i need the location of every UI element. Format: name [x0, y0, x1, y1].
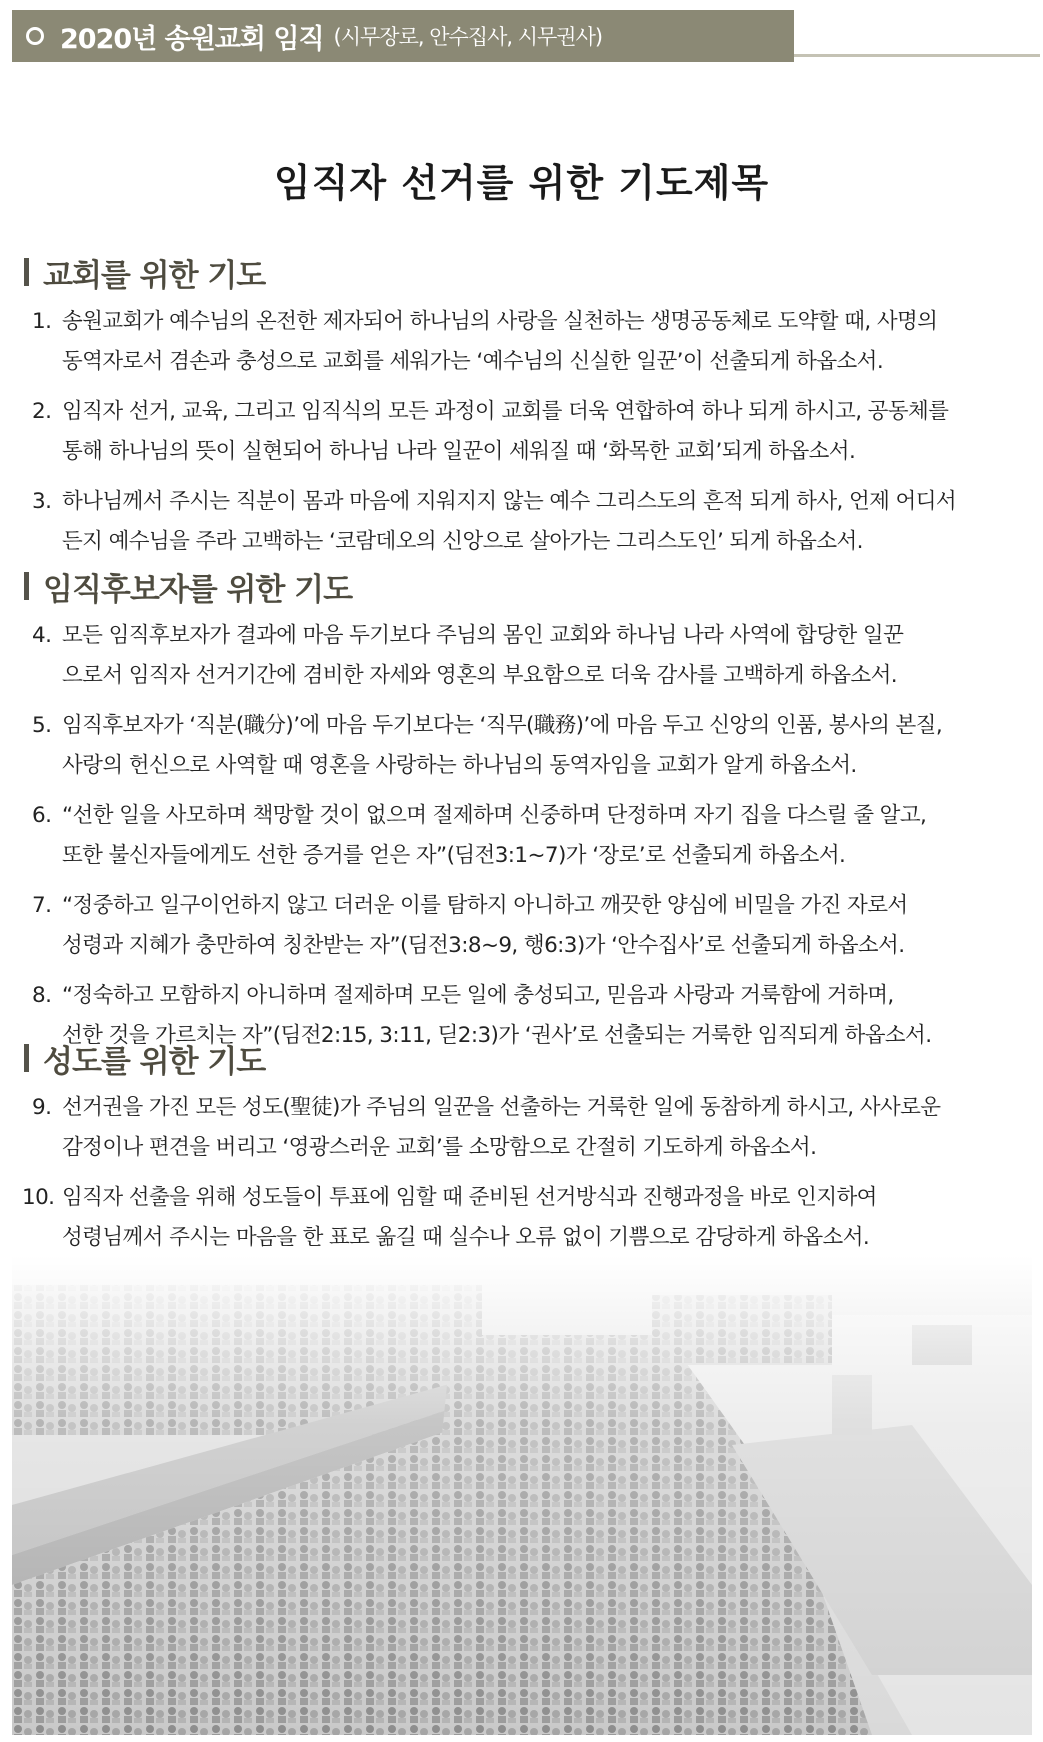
prayer-item [24, 706, 1034, 786]
prayer-line: 또한 불신자들에게도 선한 증거를 얻은 자”(딤전3:1~7)가 ‘장로’로 선출되게 하옵소서. [62, 843, 846, 868]
section-bar [24, 258, 29, 286]
prayer-line: “선한 일을 사모하며 책망할 것이 없으며 절제하며 신중하며 단정하며 자기 집을 다스릴 줄 알고, [62, 803, 927, 828]
prayer-line: 하나님께서 주시는 직분이 몸과 마음에 지워지지 않는 예수 그리스도의 흔적 되게 하사, 언제 어디서 [62, 489, 957, 514]
congregation-photo [12, 1255, 1032, 1735]
prayer-line: 성령님께서 주시는 마음을 한 표로 옮길 때 실수나 오류 없이 기쁨으로 감당하게 하옵소서. [62, 1225, 870, 1250]
section-church [24, 252, 1034, 562]
section-congregation [24, 1038, 1034, 1258]
section-title: 성도를 위한 기도 [43, 1043, 266, 1080]
page-title: 임직자 선거를 위한 기도제목 [273, 161, 770, 205]
prayer-number: 4. [32, 623, 52, 648]
prayer-item [24, 302, 1034, 382]
prayer-item [24, 616, 1034, 696]
prayer-line: 선한 것을 가르치는 자”(딤전2:15, 3:11, 딛2:3)가 ‘권사’로 선출되는 거룩한 임직되게 하옵소서. [62, 1023, 932, 1048]
prayer-number: 1. [32, 309, 52, 334]
section-bar [24, 572, 29, 600]
prayer-number: 9. [32, 1095, 52, 1120]
section-title: 임직후보자를 위한 기도 [43, 571, 353, 608]
prayer-line: 든지 예수님을 주라 고백하는 ‘코람데오의 신앙으로 살아가는 그리스도인’ 되게 하옵소서. [62, 529, 863, 554]
section-candidates [24, 566, 1034, 1056]
section-header [24, 252, 1034, 292]
prayer-number: 5. [32, 713, 52, 738]
prayer-item [24, 482, 1034, 562]
prayer-line: 감정이나 편견을 버리고 ‘영광스러운 교회’를 소망함으로 간절히 기도하게 하옵소서. [62, 1135, 817, 1160]
prayer-line: 송원교회가 예수님의 온전한 제자되어 하나님의 사랑을 실천하는 생명공동체로 도약할 때, 사명의 [62, 309, 938, 334]
prayer-line: 모든 임직후보자가 결과에 마음 두기보다 주님의 몸인 교회와 하나님 나라 사역에 합당한 일꾼 [62, 623, 904, 648]
prayer-line: 성령과 지혜가 충만하여 칭찬받는 자”(딤전3:8~9, 행6:3)가 ‘안수집사’로 선출되게 하옵소서. [62, 933, 905, 958]
header-subtitle: (시무장로, 안수집사, 시무권사) [333, 25, 603, 49]
header-title: 2020년 송원교회 임직 [60, 23, 324, 55]
section-bar [24, 1044, 29, 1072]
prayer-line: 으로서 임직자 선거기간에 겸비한 자세와 영혼의 부요함으로 더욱 감사를 고백하게 하옵소서. [62, 663, 898, 688]
prayer-item [24, 796, 1034, 876]
prayer-number: 2. [32, 399, 52, 424]
header-divider [794, 54, 1040, 57]
section-header [24, 566, 1034, 606]
prayer-number: 8. [32, 983, 52, 1008]
circle-icon [26, 27, 44, 45]
section-title: 교회를 위한 기도 [43, 257, 266, 294]
header-bar [12, 10, 794, 62]
prayer-line: 임직자 선출을 위해 성도들이 투표에 임할 때 준비된 선거방식과 진행과정을 바로 인지하여 [62, 1185, 877, 1210]
prayer-number: 6. [32, 803, 52, 828]
prayer-item [24, 1088, 1034, 1168]
prayer-number: 10. [22, 1185, 55, 1210]
prayer-line: “정중하고 일구이언하지 않고 더러운 이를 탐하지 아니하고 깨끗한 양심에 비밀을 가진 자로서 [62, 893, 908, 918]
prayer-number: 7. [32, 893, 52, 918]
prayer-line: 선거권을 가진 모든 성도(聖徒)가 주님의 일꾼을 선출하는 거룩한 일에 동참하게 하시고, 사사로운 [62, 1095, 941, 1120]
prayer-item [24, 1178, 1034, 1258]
prayer-line: 임직자 선거, 교육, 그리고 임직식의 모든 과정이 교회를 더욱 연합하여 하나 되게 하시고, 공동체를 [62, 399, 949, 424]
prayer-item [24, 392, 1034, 472]
prayer-line: “정숙하고 모함하지 아니하며 절제하며 모든 일에 충성되고, 믿음과 사랑과 거룩함에 거하며, [62, 983, 894, 1008]
prayer-line: 동역자로서 겸손과 충성으로 교회를 세워가는 ‘예수님의 신실한 일꾼’이 선출되게 하옵소서. [62, 349, 884, 374]
prayer-line: 통해 하나님의 뜻이 실현되어 하나님 나라 일꾼이 세워질 때 ‘화목한 교회’되게 하옵소서. [62, 439, 856, 464]
prayer-line: 임직후보자가 ‘직분(職分)’에 마음 두기보다는 ‘직무(職務)’에 마음 두고 신앙의 인품, 봉사의 본질, [62, 713, 943, 738]
prayer-line: 사랑의 헌신으로 사역할 때 영혼을 사랑하는 하나님의 동역자임을 교회가 알게 하옵소서. [62, 753, 857, 778]
section-header [24, 1038, 1034, 1078]
prayer-number: 3. [32, 489, 52, 514]
prayer-item [24, 886, 1034, 966]
